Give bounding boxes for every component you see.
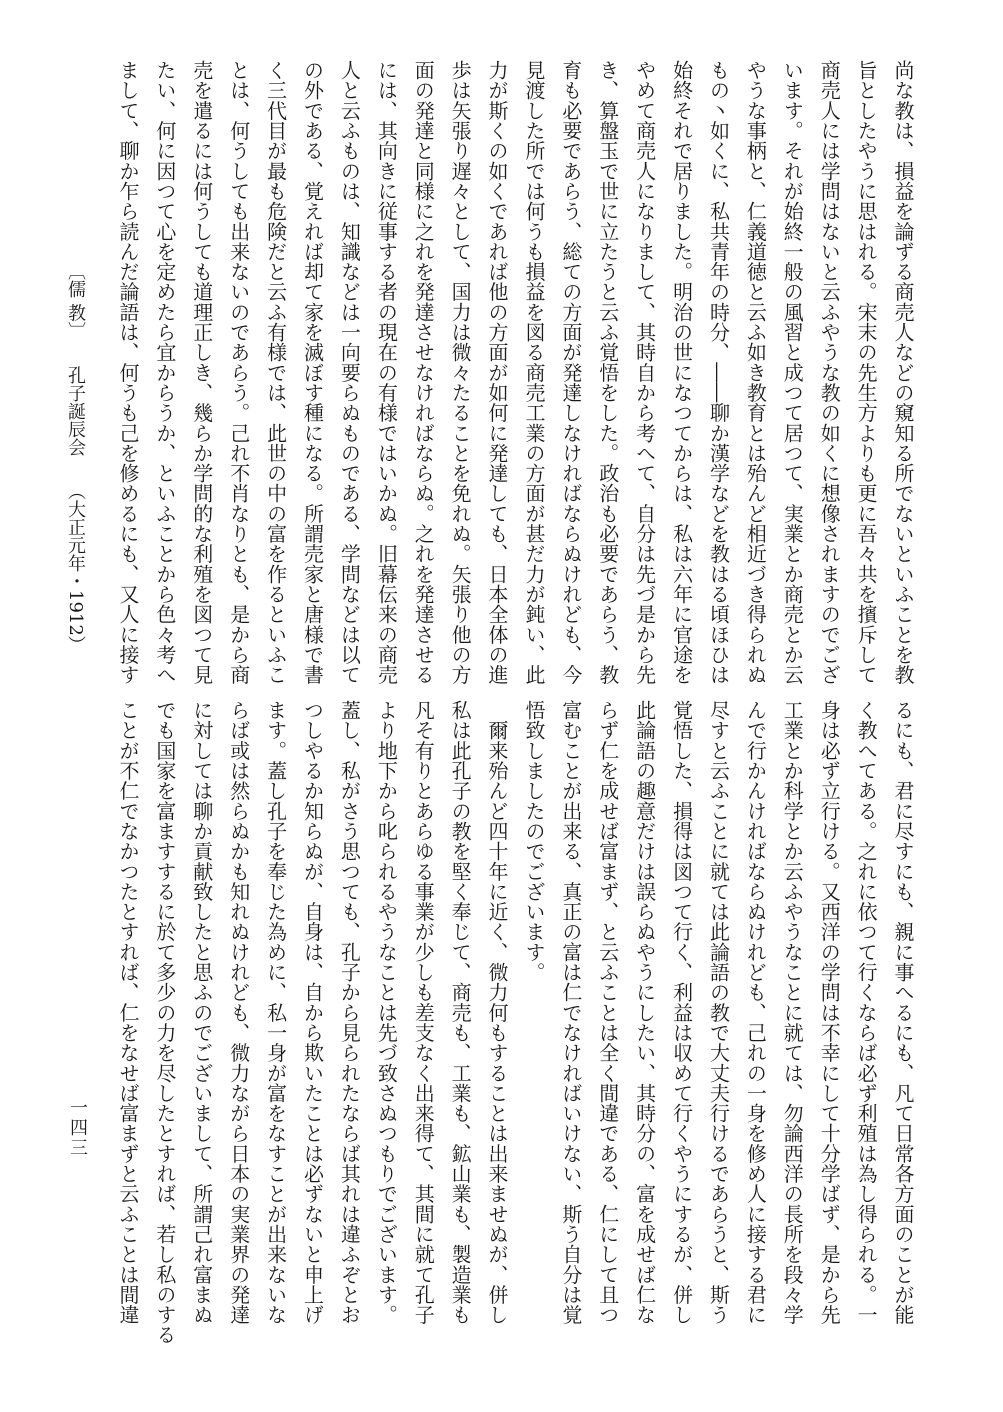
- text-column: 見渡した所では何うも損益を図る商売工業の方面が甚だ力が鈍い、此: [521, 60, 546, 685]
- text-column: 歩は矢張り遅々として、国力は微々たることを免れぬ。矢張り他の方: [448, 60, 473, 685]
- lower-text-block: [109, 700, 921, 1345]
- text-column: います。それが始終一般の風習と成つて居つて、実業とか商売とか云: [780, 60, 805, 685]
- text-column: たい、何に因つて心を定めたら宜からうか、といふことから色々考へ: [152, 60, 177, 685]
- text-column: らず仁を成せば富まず、と云ふことは全く間違である、仁にして且つ: [595, 700, 620, 1325]
- text-column: 尽すと云ふことに就ては此論語の教で大丈夫行けるであらうと、斯う: [706, 700, 731, 1325]
- text-column: 凡そ有りとあらゆる事業が少しも差支なく出来得て、其間に就て孔子: [411, 700, 436, 1325]
- text-column: 覚悟した、損得は図つて行く、利益は収めて行くやうにするが、併し: [669, 700, 694, 1325]
- text-column: 私は此孔子の教を堅く奉じて、商売も、工業も、鉱山業も、製造業も: [448, 700, 473, 1325]
- text-column: やめて商売人になりまして、其時自から考へて、自分は先づ是から先: [632, 60, 657, 685]
- text-column: ます。蓋し孔子を奉じた為めに、私一身が富をなすことが出来ないな: [263, 700, 288, 1325]
- text-column: らば或は然らぬかも知れぬけれども、微力ながら日本の実業界の発達: [226, 700, 251, 1325]
- text-column: 商売人には学問はないと云ふやうな教の如くに想像されますのでござ: [817, 60, 842, 685]
- text-column: ことが不仁でなかつたとすれば、仁をなせば富まずと云ふことは間違: [115, 700, 140, 1325]
- text-column: 売を遣るには何うしても道理正しき、幾らか学問的な利殖を図つて見: [189, 60, 214, 685]
- text-column: 面の発達と同様に之れを発達させなければならぬ。之れを発達させる: [411, 60, 436, 685]
- text-column: やうな事柄と、仁義道徳と云ふ如き教育とは殆んど相近づき得られぬ: [743, 60, 768, 685]
- text-column: 工業とか科学とか云ふやうなことに就ては、勿論西洋の長所を段々学: [780, 700, 805, 1325]
- text-column: く三代目が最も危険だと云ふ有様では、此世の中の富を作るといふこ: [263, 60, 288, 685]
- section-label: 〔儒 教〕: [65, 262, 86, 340]
- document-date: （大正元年・1912）: [65, 481, 86, 654]
- text-column: とは、何うしても出来ないのであらう。己れ不肖なりとも、是から商: [226, 60, 251, 685]
- text-column: 富むことが出来る、真正の富は仁でなければいけない、斯う自分は覚: [558, 700, 583, 1325]
- text-column: でも国家を富ますするに於て多少の力を尽したとすれば、若し私のする: [152, 700, 177, 1345]
- text-column: つしやるか知らぬが、自身は、自から欺いたことは必ずないと申上げ: [300, 700, 325, 1325]
- text-column: 此論語の趣意だけは誤らぬやうにしたい、其時分の、富を成せば仁な: [632, 700, 657, 1325]
- text-column: もの丶如くに、私共青年の時分、――聊か漢学などを教はる頃ほひは: [706, 60, 731, 685]
- running-head: [62, 262, 88, 654]
- text-column: 育も必要であらう、総ての方面が発達しなければならぬけれども、今: [558, 60, 583, 685]
- text-column: より地下から叱られるやうなことは先づ致さぬつもりでございます。: [374, 700, 399, 1325]
- text-column: 尚な教は、損益を論ずる商売人などの窺知る所でないといふことを教: [891, 60, 915, 685]
- text-column: には、其向きに従事する者の現在の有様ではいかぬ。旧幕伝来の商売: [374, 60, 399, 685]
- text-column: き、算盤玉で世に立たうと云ふ覚悟をした。政治も必要であらう、教: [595, 60, 620, 685]
- text-column: 爾来殆んど四十年に近く、微力何もすることは出来ませぬが、併し: [485, 700, 510, 1325]
- text-column: 旨としたやうに思はれる。宋末の先生方よりも更に吾々共を擯斥して: [854, 60, 879, 685]
- text-column: く教へてある。之れに依つて行くならば必ず利殖は為し得られる。一: [854, 700, 879, 1325]
- text-column: 身は必ず立行ける。又西洋の学問は不幸にして十分学ばず、是から先: [817, 700, 842, 1325]
- text-column: の外である、覚えれば却て家を滅ぼす種になる。所謂売家と唐様で書: [300, 60, 325, 685]
- text-column: んで行かんければならぬけれども、己れの一身を修め人に接する君に: [743, 700, 768, 1325]
- text-column: まして、聊か乍ら読んだ論語は、何うも己を修めるにも、又人に接す: [115, 60, 140, 685]
- page-number: 一四三: [67, 1098, 88, 1158]
- document-title: 孔子誕辰会: [65, 365, 86, 456]
- text-column: 悟致しましたのでございます。: [521, 700, 546, 983]
- text-column: 人と云ふものは、知識などは一向要らぬものである、学問などは以て: [337, 60, 362, 685]
- upper-text-block: [109, 60, 921, 690]
- text-column: に対しては聊か貢献致したと思ふのでございまして、所謂己れ富まぬ: [189, 700, 214, 1325]
- text-column: るにも、君に尽すにも、親に事へるにも、凡て日常各方面のことが能: [891, 700, 915, 1325]
- text-column: 蓋し、私がさう思つても、孔子から見られたならば其れは違ふぞとお: [337, 700, 362, 1325]
- text-column: 力が斯くの如くであれば他の方面が如何に発達しても、日本全体の進: [485, 60, 510, 685]
- text-column: 始終それで居りました。明治の世になつてからは、私は六年に官途を: [669, 60, 694, 685]
